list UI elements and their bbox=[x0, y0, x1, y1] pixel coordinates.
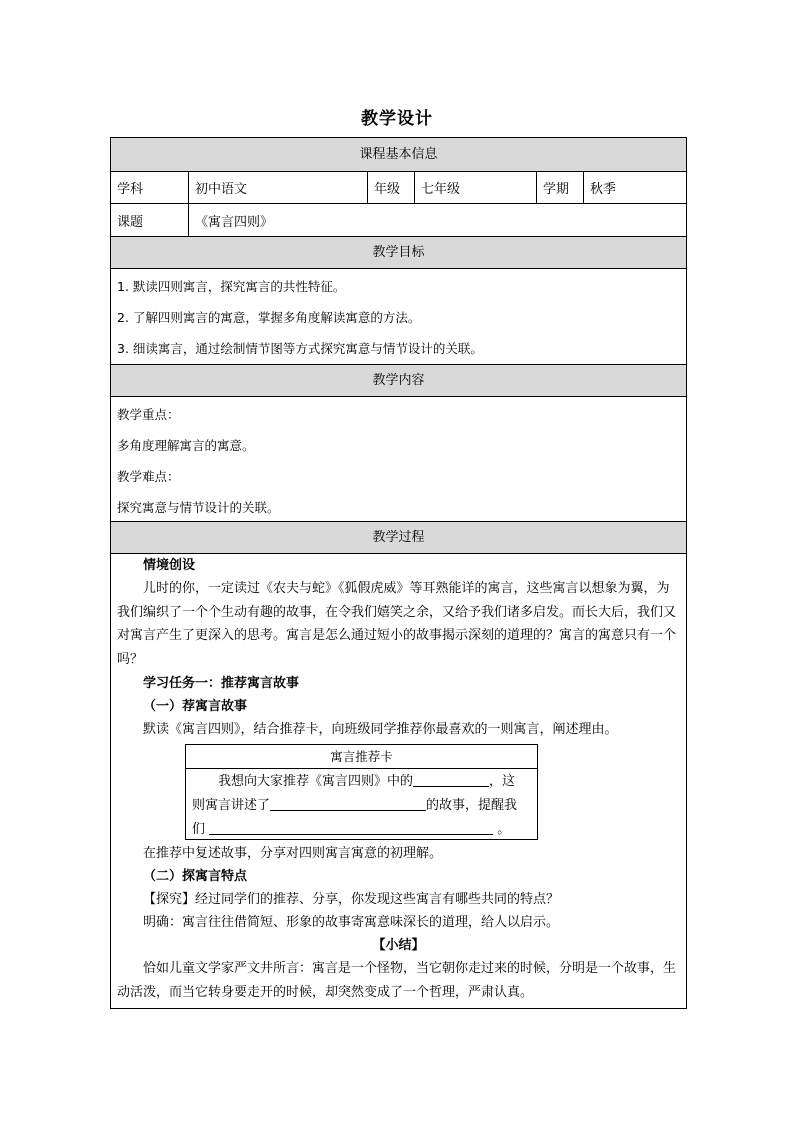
card-body bbox=[192, 770, 531, 842]
summary-text: 恰如儿童文学家严文井所言：寓言是一个怪物，当它朝你走过来的时候，分明是一个故事，生动活泼，而当它转身要走开的时候，却突然变成了一个哲理，严肃认真。 bbox=[117, 961, 677, 1000]
topic-value: 《寓言四则》 bbox=[188, 204, 686, 236]
section-header-content bbox=[111, 364, 686, 396]
card-line bbox=[192, 770, 531, 794]
card-title: 寓言推荐卡 bbox=[186, 745, 537, 769]
content-body bbox=[111, 396, 686, 521]
subject-value: 初中语文 bbox=[188, 172, 367, 203]
card-line bbox=[192, 794, 531, 818]
card-text: 们 bbox=[192, 822, 206, 837]
sub1-after: 在推荐中复述故事，分享对四则寓言寓意的初理解。 bbox=[143, 846, 443, 861]
term-value: 秋季 bbox=[583, 172, 686, 203]
process-body bbox=[111, 553, 686, 1008]
difficulty-text: 探究寓意与情节设计的关联。 bbox=[117, 500, 280, 515]
sub2-title: （二）探寓言特点 bbox=[143, 869, 248, 884]
sub1-text: 默读《寓言四则》，结合推荐卡，向班级同学推荐你最喜欢的一则寓言，阐述理由。 bbox=[143, 722, 618, 737]
objective-item: 1. 默读四则寓言，探究寓言的共性特征。 bbox=[117, 279, 346, 294]
topic-label: 课题 bbox=[117, 214, 144, 230]
objective-item: 2. 了解四则寓言的寓意，掌握多角度解读寓意的方法。 bbox=[117, 310, 421, 325]
section-title: 教学过程 bbox=[372, 530, 425, 545]
scene-text: 儿时的你，一定读过《农夫与蛇》《狐假虎威》等耳熟能详的寓言，这些寓言以想象为翼，为我们编织了一个个生动有趣的故事，在令我们嬉笑之余，又给予我们诸多启发。而长大后，我们又对寓言产生了更深入的思考。寓言是怎么通过短小的故事揭示深刻的道理的？寓言的寓意只有一个吗？ bbox=[117, 581, 677, 667]
fill-blank bbox=[270, 796, 426, 811]
key-point-text: 多角度理解寓言的寓意。 bbox=[117, 438, 255, 453]
grade-value: 七年级 bbox=[414, 172, 536, 203]
key-point-label: 教学重点： bbox=[117, 407, 180, 422]
card-line bbox=[192, 818, 531, 842]
card-text: 的故事，提醒我 bbox=[426, 798, 518, 813]
page-title: 教学设计 bbox=[361, 109, 433, 129]
grade-label: 年级 bbox=[367, 172, 414, 203]
section-title: 教学内容 bbox=[372, 373, 425, 388]
summary-title: 【小结】 bbox=[372, 938, 425, 953]
objectives-body bbox=[111, 268, 686, 364]
section-title: 课程基本信息 bbox=[359, 147, 438, 162]
card-text: 我想向大家推荐《寓言四则》中的 bbox=[218, 774, 414, 789]
lesson-plan-table bbox=[110, 137, 687, 1009]
section-header-basic-info bbox=[111, 138, 686, 171]
card-text: 则寓言讲述了 bbox=[192, 798, 271, 813]
card-text: 。 bbox=[497, 822, 511, 837]
difficulty-label: 教学难点： bbox=[117, 469, 180, 484]
info-row bbox=[111, 171, 686, 203]
fill-blank bbox=[413, 772, 489, 787]
card-text: ，这 bbox=[489, 774, 516, 789]
objective-item: 3. 细读寓言，通过绘制情节图等方式探究寓意与情节设计的关联。 bbox=[117, 341, 483, 356]
recommendation-card bbox=[185, 744, 538, 840]
term-label: 学期 bbox=[536, 172, 583, 203]
subject-label: 学科 bbox=[117, 182, 144, 197]
fill-blank bbox=[209, 820, 493, 835]
explore-text: 【探究】经过同学们的推荐、分享，你发现这些寓言有哪些共同的特点？ bbox=[143, 892, 560, 907]
topic-row bbox=[111, 203, 686, 236]
section-title: 教学目标 bbox=[372, 245, 425, 260]
clarify-text: 明确：寓言往往借简短、形象的故事寄寓意味深长的道理，给人以启示。 bbox=[143, 915, 560, 930]
task1-title: 学习任务一：推荐寓言故事 bbox=[143, 676, 300, 691]
scene-title: 情境创设 bbox=[143, 558, 196, 573]
section-header-process bbox=[111, 521, 686, 553]
sub1-title: （一）荐寓言故事 bbox=[143, 699, 248, 714]
section-header-objectives bbox=[111, 236, 686, 268]
